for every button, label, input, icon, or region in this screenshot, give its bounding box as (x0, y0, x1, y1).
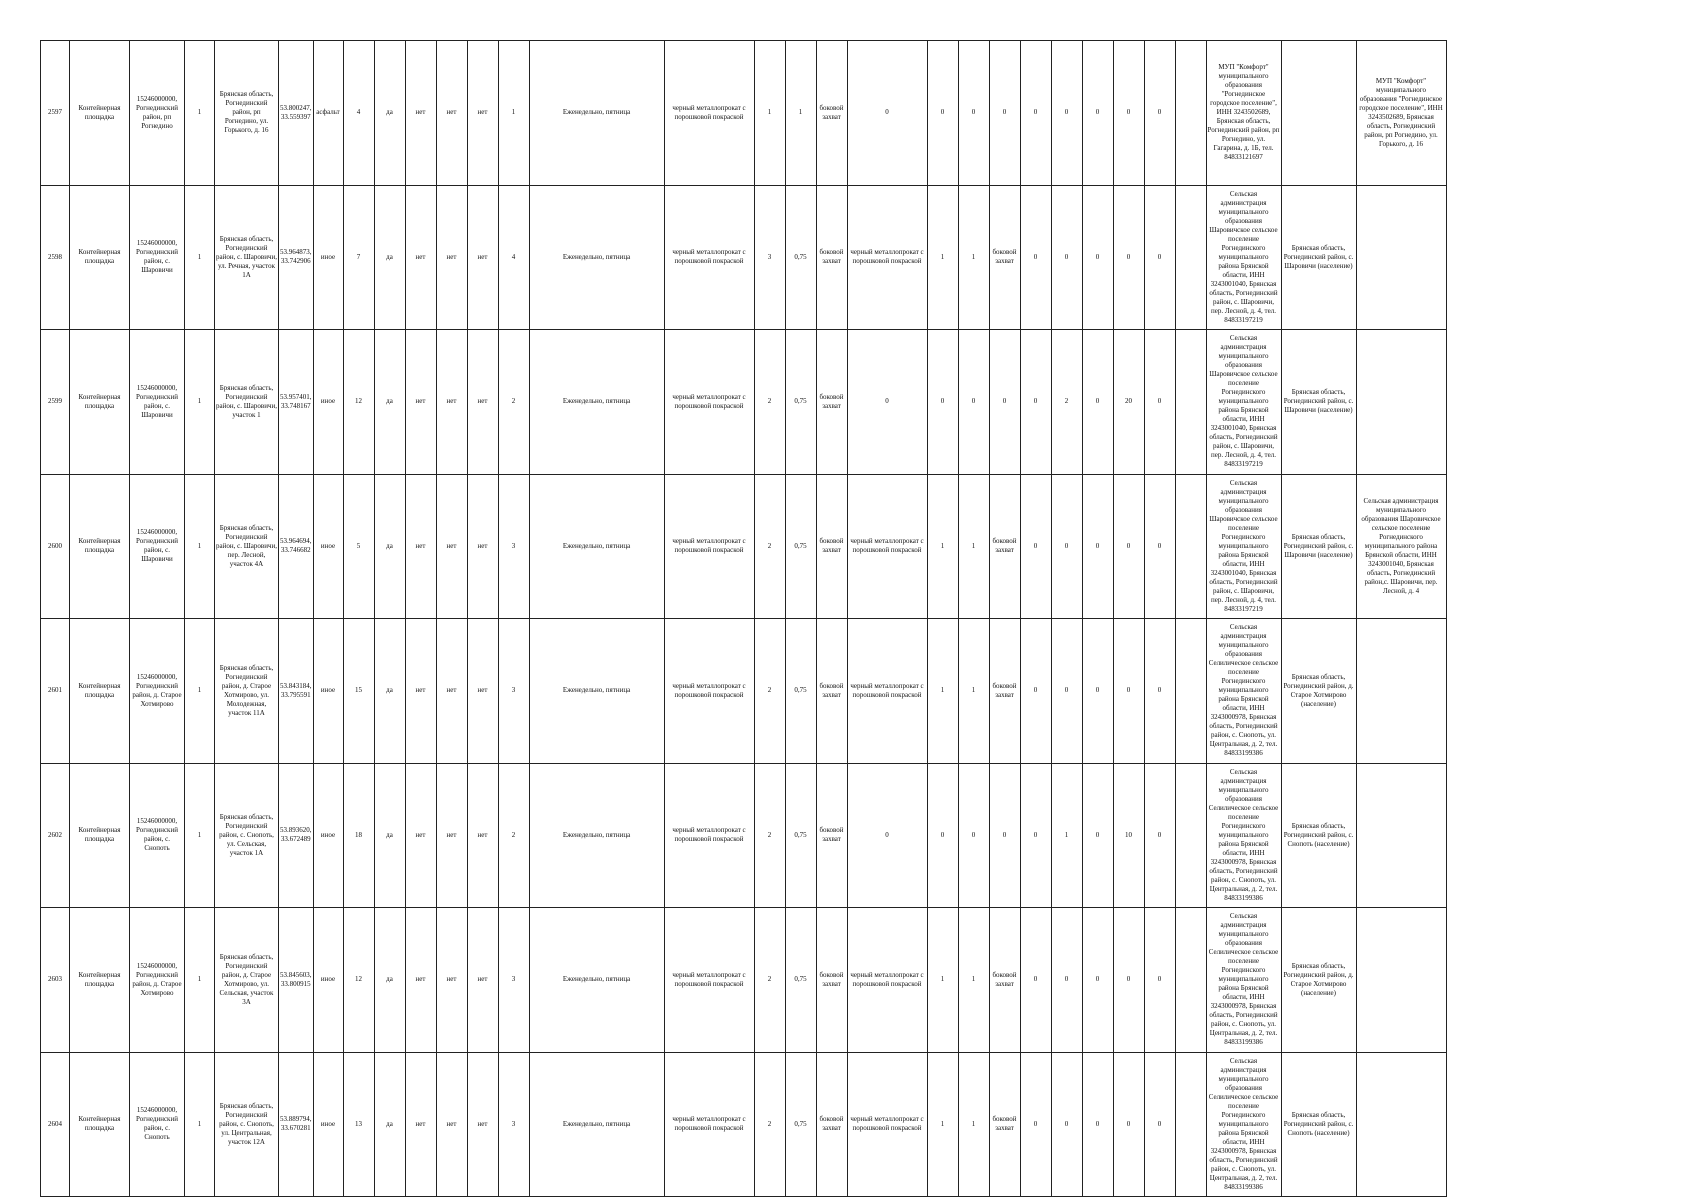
bunker-volume-cell: 1 (958, 1052, 989, 1197)
site-count-cell: 1 (185, 330, 215, 475)
flag-cell-4: нет (467, 1052, 498, 1197)
note-cell (1356, 908, 1446, 1053)
surface-cell: асфальт (313, 41, 343, 186)
note-cell (1356, 763, 1446, 908)
waste-source-cell: Брянская область, Рогнединский район, с. Шаровичи (население) (1281, 474, 1356, 619)
oktmo-cell: 15246000000, Рогнединский район, с. Шаровичи (130, 474, 185, 619)
loading-type-cell: боковой захват (816, 1052, 847, 1197)
loading-type-cell: боковой захват (816, 763, 847, 908)
site-type-cell: Контейнерная площадка (70, 908, 130, 1053)
loading-type-cell: боковой захват (816, 330, 847, 475)
canopy-cell: нет (405, 41, 436, 186)
table-row (41, 474, 1447, 619)
container-volume-cell: 0,75 (785, 908, 816, 1053)
surface-cell: иное (313, 474, 343, 619)
spacer-cell (1175, 185, 1206, 330)
container-count-cell: 2 (754, 619, 785, 764)
address-cell: Брянская область, Рогнединский район, д. Старое Хотмирово, ул. Сельская, участок 3А (215, 908, 279, 1053)
fence-cell: да (374, 619, 405, 764)
site-type-cell: Контейнерная площадка (70, 185, 130, 330)
container-volume-cell: 0,75 (785, 763, 816, 908)
spacer-cell (1175, 474, 1206, 619)
flag-cell-4: нет (467, 908, 498, 1053)
fence-cell: да (374, 41, 405, 186)
bunker-count-cell: 1 (927, 474, 958, 619)
coordinates-cell: 53.964873, 33.742906 (279, 185, 314, 330)
container-volume-cell: 0,75 (785, 474, 816, 619)
container-volume-cell: 0,75 (785, 330, 816, 475)
fence-cell: да (374, 908, 405, 1053)
flag-cell-3: нет (436, 185, 467, 330)
planned-count-cell-1: 0 (1020, 185, 1051, 330)
planned-count-cell-1: 0 (1020, 474, 1051, 619)
site-type-cell: Контейнерная площадка (70, 619, 130, 764)
canopy-cell: нет (405, 908, 436, 1053)
bunker-material-cell: черный металлопрокат с порошковой покраской (847, 185, 927, 330)
waste-source-cell (1281, 41, 1356, 186)
owner-cell: Сельская администрация муниципального образования Селилическое сельское поселение Рогнединского муниципального района Брянской области, ИНН 3243000978, Брянская область, Рогнединский район, с. Снопоть, ул. Центральная, д. 2, тел. 84833199386 (1206, 1052, 1281, 1197)
flag-cell-3: нет (436, 619, 467, 764)
flag-cell-3: нет (436, 41, 467, 186)
oktmo-cell: 15246000000, Рогнединский район, с. Шаровичи (130, 185, 185, 330)
oktmo-cell: 15246000000, Рогнединский район, с. Снопоть (130, 763, 185, 908)
waste-source-cell: Брянская область, Рогнединский район, д. Старое Хотмирово (население) (1281, 619, 1356, 764)
row-number-cell: 2602 (41, 763, 70, 908)
note-cell (1356, 185, 1446, 330)
planned-count-cell-1: 0 (1020, 763, 1051, 908)
bunker-count-cell: 1 (927, 619, 958, 764)
bunker-volume-cell: 1 (958, 185, 989, 330)
bunker-count-cell: 0 (927, 41, 958, 186)
schedule-cell: Еженедельно, пятница (529, 763, 664, 908)
planned-count-cell-2: 0 (1051, 619, 1082, 764)
planned-count-cell-1: 0 (1020, 908, 1051, 1053)
table-row (41, 41, 1447, 186)
bunker-volume-cell: 1 (958, 908, 989, 1053)
container-material-cell: черный металлопрокат с порошковой покраской (664, 619, 754, 764)
site-type-cell: Контейнерная площадка (70, 41, 130, 186)
loading-type-cell: боковой захват (816, 41, 847, 186)
coordinates-cell: 53.964694, 33.746682 (279, 474, 314, 619)
container-count-cell: 1 (754, 41, 785, 186)
container-material-cell: черный металлопрокат с порошковой покраской (664, 763, 754, 908)
coordinates-cell: 53.893620, 33.672489 (279, 763, 314, 908)
table-row (41, 185, 1447, 330)
spacer-cell (1175, 619, 1206, 764)
note-cell (1356, 330, 1446, 475)
waste-source-cell: Брянская область, Рогнединский район, с. Снопоть (население) (1281, 763, 1356, 908)
schedule-cell: Еженедельно, пятница (529, 619, 664, 764)
address-cell: Брянская область, Рогнединский район, с. Шаровичи, ул. Речная, участок 1А (215, 185, 279, 330)
flag-cell-4: нет (467, 185, 498, 330)
container-qty-cell: 2 (498, 330, 529, 475)
fence-cell: да (374, 185, 405, 330)
container-volume-cell: 0,75 (785, 185, 816, 330)
note-cell (1356, 619, 1446, 764)
area-cell: 7 (343, 185, 374, 330)
planned-volume-cell: 0 (1113, 908, 1144, 1053)
planned-count-cell-5: 0 (1144, 763, 1175, 908)
flag-cell-4: нет (467, 41, 498, 186)
bunker-count-cell: 1 (927, 908, 958, 1053)
site-count-cell: 1 (185, 908, 215, 1053)
planned-count-cell-5: 0 (1144, 330, 1175, 475)
owner-cell: МУП "Комфорт" муниципального образования "Рогнединское городское поселение", ИНН 3243502689, Брянская область, Рогнединский район, рп Рогнедино, ул. Гагарина, д. 1Б, тел. 84833121697 (1206, 41, 1281, 186)
table-row (41, 1052, 1447, 1197)
fence-cell: да (374, 763, 405, 908)
surface-cell: иное (313, 763, 343, 908)
row-number-cell: 2601 (41, 619, 70, 764)
canopy-cell: нет (405, 185, 436, 330)
planned-count-cell-3: 0 (1082, 41, 1113, 186)
planned-volume-cell: 10 (1113, 763, 1144, 908)
row-number-cell: 2597 (41, 41, 70, 186)
surface-cell: иное (313, 330, 343, 475)
bunker-material-cell: черный металлопрокат с порошковой покраской (847, 474, 927, 619)
bunker-count-cell: 0 (927, 763, 958, 908)
container-material-cell: черный металлопрокат с порошковой покраской (664, 185, 754, 330)
container-count-cell: 3 (754, 185, 785, 330)
container-volume-cell: 0,75 (785, 619, 816, 764)
fence-cell: да (374, 330, 405, 475)
planned-count-cell-1: 0 (1020, 41, 1051, 186)
waste-source-cell: Брянская область, Рогнединский район, д. Старое Хотмирово (население) (1281, 908, 1356, 1053)
planned-count-cell-3: 0 (1082, 474, 1113, 619)
planned-volume-cell: 0 (1113, 619, 1144, 764)
spacer-cell (1175, 41, 1206, 186)
bunker-volume-cell: 0 (958, 41, 989, 186)
spacer-cell (1175, 763, 1206, 908)
bunker-loading-cell: 0 (989, 330, 1020, 475)
planned-count-cell-2: 1 (1051, 763, 1082, 908)
address-cell: Брянская область, Рогнединский район, с. Снопоть, ул. Сельская, участок 1А (215, 763, 279, 908)
site-type-cell: Контейнерная площадка (70, 1052, 130, 1197)
loading-type-cell: боковой захват (816, 619, 847, 764)
container-material-cell: черный металлопрокат с порошковой покраской (664, 474, 754, 619)
coordinates-cell: 53.800247, 33.559397 (279, 41, 314, 186)
bunker-count-cell: 0 (927, 330, 958, 475)
row-number-cell: 2599 (41, 330, 70, 475)
bunker-volume-cell: 0 (958, 763, 989, 908)
planned-volume-cell: 0 (1113, 474, 1144, 619)
flag-cell-3: нет (436, 763, 467, 908)
coordinates-cell: 53.843184, 33.795591 (279, 619, 314, 764)
container-volume-cell: 1 (785, 41, 816, 186)
schedule-cell: Еженедельно, пятница (529, 908, 664, 1053)
table-row (41, 763, 1447, 908)
container-count-cell: 2 (754, 763, 785, 908)
flag-cell-3: нет (436, 330, 467, 475)
table-row (41, 330, 1447, 475)
address-cell: Брянская область, Рогнединский район, д. Старое Хотмирово, ул. Молодежная, участок 11А (215, 619, 279, 764)
address-cell: Брянская область, Рогнединский район, с. Снопоть, ул. Центральная, участок 12А (215, 1052, 279, 1197)
surface-cell: иное (313, 1052, 343, 1197)
planned-count-cell-2: 0 (1051, 474, 1082, 619)
area-cell: 12 (343, 908, 374, 1053)
site-type-cell: Контейнерная площадка (70, 330, 130, 475)
registry-table (40, 40, 1447, 1197)
table-row (41, 619, 1447, 764)
owner-cell: Сельская администрация муниципального образования Селилическое сельское поселение Рогнединского муниципального района Брянской области, ИНН 3243000978, Брянская область, Рогнединский район, с. Снопоть, ул. Центральная, д. 2, тел. 84833199386 (1206, 763, 1281, 908)
coordinates-cell: 53.957401, 33.748167 (279, 330, 314, 475)
waste-source-cell: Брянская область, Рогнединский район, с. Шаровичи (население) (1281, 330, 1356, 475)
flag-cell-4: нет (467, 330, 498, 475)
container-qty-cell: 3 (498, 619, 529, 764)
owner-cell: Сельская администрация муниципального образования Селилическое сельское поселение Рогнединского муниципального района Брянской области, ИНН 3243000978, Брянская область, Рогнединский район, с. Снопоть, ул. Центральная, д. 2, тел. 84833199386 (1206, 908, 1281, 1053)
row-number-cell: 2603 (41, 908, 70, 1053)
planned-count-cell-5: 0 (1144, 474, 1175, 619)
area-cell: 12 (343, 330, 374, 475)
canopy-cell: нет (405, 474, 436, 619)
fence-cell: да (374, 1052, 405, 1197)
flag-cell-4: нет (467, 474, 498, 619)
area-cell: 18 (343, 763, 374, 908)
coordinates-cell: 53.845603, 33.800915 (279, 908, 314, 1053)
planned-count-cell-5: 0 (1144, 1052, 1175, 1197)
planned-count-cell-1: 0 (1020, 619, 1051, 764)
flag-cell-3: нет (436, 474, 467, 619)
planned-volume-cell: 20 (1113, 330, 1144, 475)
flag-cell-3: нет (436, 1052, 467, 1197)
surface-cell: иное (313, 185, 343, 330)
planned-count-cell-5: 0 (1144, 908, 1175, 1053)
schedule-cell: Еженедельно, пятница (529, 41, 664, 186)
flag-cell-4: нет (467, 619, 498, 764)
planned-count-cell-1: 0 (1020, 1052, 1051, 1197)
container-qty-cell: 3 (498, 474, 529, 619)
bunker-material-cell: 0 (847, 763, 927, 908)
oktmo-cell: 15246000000, Рогнединский район, рп Рогнедино (130, 41, 185, 186)
bunker-loading-cell: боковой захват (989, 185, 1020, 330)
site-type-cell: Контейнерная площадка (70, 474, 130, 619)
spacer-cell (1175, 1052, 1206, 1197)
note-cell: МУП "Комфорт" муниципального образования "Рогнединское городское поселение", ИНН 3243502689, Брянская область, Рогнединский район, рп Рогнедино, ул. Горького, д. 16 (1356, 41, 1446, 186)
owner-cell: Сельская администрация муниципального образования Селилическое сельское поселение Рогнединского муниципального района Брянской области, ИНН 3243000978, Брянская область, Рогнединский район, с. Снопоть, ул. Центральная, д. 2, тел. 84833199386 (1206, 619, 1281, 764)
container-qty-cell: 3 (498, 908, 529, 1053)
bunker-loading-cell: боковой захват (989, 1052, 1020, 1197)
note-cell (1356, 1052, 1446, 1197)
schedule-cell: Еженедельно, пятница (529, 474, 664, 619)
surface-cell: иное (313, 619, 343, 764)
flag-cell-3: нет (436, 908, 467, 1053)
bunker-material-cell: 0 (847, 41, 927, 186)
planned-count-cell-3: 0 (1082, 330, 1113, 475)
address-cell: Брянская область, Рогнединский район, с. Шаровичи, участок 1 (215, 330, 279, 475)
container-count-cell: 2 (754, 908, 785, 1053)
loading-type-cell: боковой захват (816, 474, 847, 619)
address-cell: Брянская область, Рогнединский район, рп Рогнедино, ул. Горького, д. 16 (215, 41, 279, 186)
bunker-loading-cell: боковой захват (989, 619, 1020, 764)
container-qty-cell: 4 (498, 185, 529, 330)
bunker-volume-cell: 0 (958, 330, 989, 475)
area-cell: 4 (343, 41, 374, 186)
waste-source-cell: Брянская область, Рогнединский район, с. Снопоть (население) (1281, 1052, 1356, 1197)
planned-count-cell-2: 0 (1051, 41, 1082, 186)
container-material-cell: черный металлопрокат с порошковой покраской (664, 908, 754, 1053)
schedule-cell: Еженедельно, пятница (529, 330, 664, 475)
flag-cell-4: нет (467, 763, 498, 908)
site-type-cell: Контейнерная площадка (70, 763, 130, 908)
bunker-loading-cell: боковой захват (989, 474, 1020, 619)
bunker-loading-cell: боковой захват (989, 908, 1020, 1053)
area-cell: 15 (343, 619, 374, 764)
owner-cell: Сельская администрация муниципального образования Шаровичское сельское поселение Рогнединского муниципального района Брянской области, ИНН 3243001040, Брянская область, Рогнединский район, с. Шаровичи, пер. Лесной, д. 4, тел. 84833197219 (1206, 330, 1281, 475)
spacer-cell (1175, 908, 1206, 1053)
site-count-cell: 1 (185, 619, 215, 764)
container-count-cell: 2 (754, 1052, 785, 1197)
waste-source-cell: Брянская область, Рогнединский район, с. Шаровичи (население) (1281, 185, 1356, 330)
loading-type-cell: боковой захват (816, 185, 847, 330)
bunker-loading-cell: 0 (989, 763, 1020, 908)
bunker-volume-cell: 1 (958, 474, 989, 619)
container-count-cell: 2 (754, 474, 785, 619)
note-cell: Сельская администрация муниципального образования Шаровичское сельское поселение Рогнединского муниципального района Брянской области, ИНН 3243001040, Брянская область, Рогнединский район,с. Шаровичи, пер. Лесной, д. 4 (1356, 474, 1446, 619)
planned-count-cell-2: 0 (1051, 185, 1082, 330)
schedule-cell: Еженедельно, пятница (529, 185, 664, 330)
planned-count-cell-3: 0 (1082, 908, 1113, 1053)
site-count-cell: 1 (185, 1052, 215, 1197)
table-row (41, 908, 1447, 1053)
loading-type-cell: боковой захват (816, 908, 847, 1053)
oktmo-cell: 15246000000, Рогнединский район, д. Старое Хотмирово (130, 619, 185, 764)
planned-count-cell-3: 0 (1082, 763, 1113, 908)
site-count-cell: 1 (185, 185, 215, 330)
schedule-cell: Еженедельно, пятница (529, 1052, 664, 1197)
planned-count-cell-2: 0 (1051, 908, 1082, 1053)
coordinates-cell: 53.889794, 33.670281 (279, 1052, 314, 1197)
planned-count-cell-2: 2 (1051, 330, 1082, 475)
site-count-cell: 1 (185, 474, 215, 619)
planned-volume-cell: 0 (1113, 41, 1144, 186)
owner-cell: Сельская администрация муниципального образования Шаровичское сельское поселение Рогнединского муниципального района Брянской области, ИНН 3243001040, Брянская область, Рогнединский район, с. Шаровичи, пер. Лесной, д. 4, тел. 84833197219 (1206, 474, 1281, 619)
container-volume-cell: 0,75 (785, 1052, 816, 1197)
canopy-cell: нет (405, 763, 436, 908)
bunker-volume-cell: 1 (958, 619, 989, 764)
planned-count-cell-1: 0 (1020, 330, 1051, 475)
area-cell: 5 (343, 474, 374, 619)
oktmo-cell: 15246000000, Рогнединский район, с. Шаровичи (130, 330, 185, 475)
row-number-cell: 2600 (41, 474, 70, 619)
address-cell: Брянская область, Рогнединский район, с. Шаровичи, пер. Лесной, участок 4А (215, 474, 279, 619)
planned-count-cell-5: 0 (1144, 41, 1175, 186)
bunker-count-cell: 1 (927, 1052, 958, 1197)
owner-cell: Сельская администрация муниципального образования Шаровичское сельское поселение Рогнединского муниципального района Брянской области, ИНН 3243001040, Брянская область, Рогнединский район, с. Шаровичи, пер. Лесной, д. 4, тел. 84833197219 (1206, 185, 1281, 330)
planned-count-cell-5: 0 (1144, 619, 1175, 764)
surface-cell: иное (313, 908, 343, 1053)
bunker-material-cell: черный металлопрокат с порошковой покраской (847, 619, 927, 764)
planned-count-cell-2: 0 (1051, 1052, 1082, 1197)
spacer-cell (1175, 330, 1206, 475)
container-count-cell: 2 (754, 330, 785, 475)
oktmo-cell: 15246000000, Рогнединский район, с. Снопоть (130, 1052, 185, 1197)
fence-cell: да (374, 474, 405, 619)
planned-count-cell-3: 0 (1082, 619, 1113, 764)
area-cell: 13 (343, 1052, 374, 1197)
canopy-cell: нет (405, 1052, 436, 1197)
bunker-material-cell: черный металлопрокат с порошковой покраской (847, 1052, 927, 1197)
canopy-cell: нет (405, 619, 436, 764)
canopy-cell: нет (405, 330, 436, 475)
oktmo-cell: 15246000000, Рогнединский район, д. Старое Хотмирово (130, 908, 185, 1053)
bunker-material-cell: 0 (847, 330, 927, 475)
planned-count-cell-3: 0 (1082, 185, 1113, 330)
planned-volume-cell: 0 (1113, 1052, 1144, 1197)
container-qty-cell: 2 (498, 763, 529, 908)
bunker-loading-cell: 0 (989, 41, 1020, 186)
container-qty-cell: 1 (498, 41, 529, 186)
container-qty-cell: 3 (498, 1052, 529, 1197)
row-number-cell: 2598 (41, 185, 70, 330)
container-material-cell: черный металлопрокат с порошковой покраской (664, 1052, 754, 1197)
planned-count-cell-5: 0 (1144, 185, 1175, 330)
bunker-material-cell: черный металлопрокат с порошковой покраской (847, 908, 927, 1053)
bunker-count-cell: 1 (927, 185, 958, 330)
container-material-cell: черный металлопрокат с порошковой покраской (664, 330, 754, 475)
site-count-cell: 1 (185, 763, 215, 908)
row-number-cell: 2604 (41, 1052, 70, 1197)
site-count-cell: 1 (185, 41, 215, 186)
planned-volume-cell: 0 (1113, 185, 1144, 330)
container-material-cell: черный металлопрокат с порошковой покраской (664, 41, 754, 186)
planned-count-cell-3: 0 (1082, 1052, 1113, 1197)
